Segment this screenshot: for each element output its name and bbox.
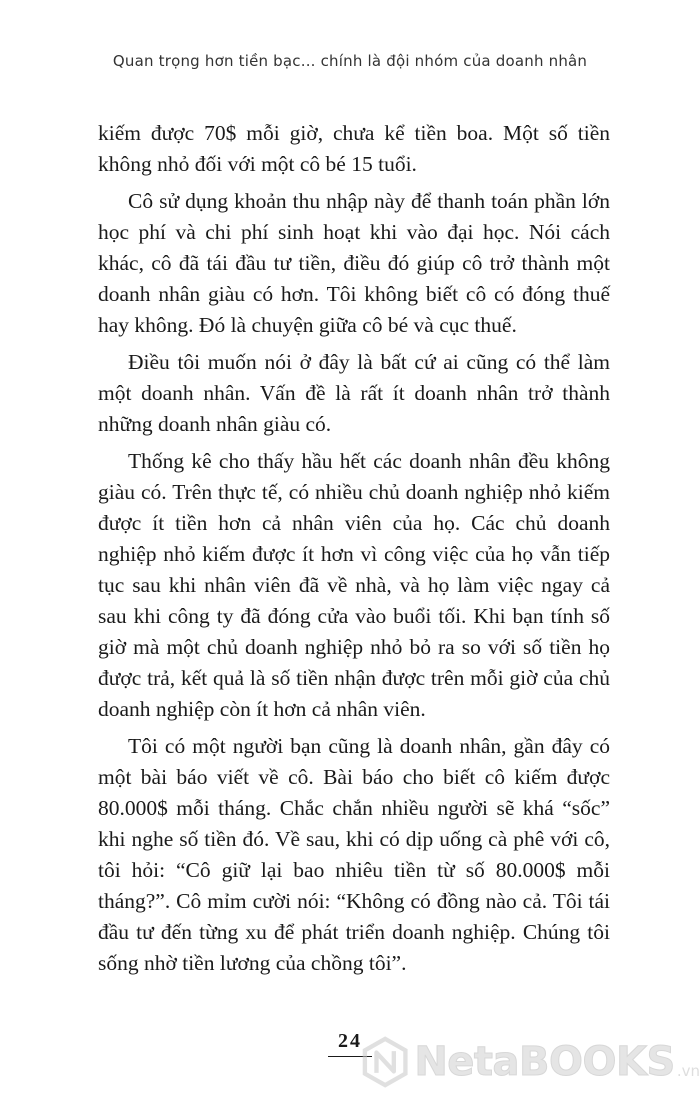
paragraph-5: Tôi có một người bạn cũng là doanh nhân, gần đây có một bài báo viết về cô. Bài báo cho biết cô kiếm được 80.000$ mỗi tháng. Chắc chắn nhiều người sẽ khá “sốc” khi nghe số tiền đó. Về sau, khi có dịp uống cà phê với cô, tôi hỏi: “Cô giữ lại bao nhiêu tiền từ số 80.000$ mỗi tháng?”. Cô mỉm cười nói: “Không có đồng nào cả. Tôi tái đầu tư đến từng xu để phát triển doanh nghiệp. Chúng tôi sống nhờ tiền lương của chồng tôi”. xyxy=(98,734,610,975)
paragraph-2: Cô sử dụng khoản thu nhập này để thanh toán phần lớn học phí và chi phí sinh hoạt khi vào đại học. Nói cách khác, cô đã tái đầu tư tiền, điều đó giúp cô trở thành một doanh nhân giàu có hơn. Tôi không biết cô có đóng thuế hay không. Đó là chuyện giữa cô bé và cục thuế. xyxy=(98,189,610,337)
page-number: 24 xyxy=(318,1030,382,1053)
running-header: Quan trọng hơn tiền bạc... chính là đội nhóm của doanh nhân xyxy=(112,52,588,70)
watermark-tld: .vn xyxy=(676,1062,700,1080)
paragraph-4: Thống kê cho thấy hầu hết các doanh nhân đều không giàu có. Trên thực tế, có nhiều chủ doanh nghiệp nhỏ kiếm được ít tiền hơn cả nhân viên của họ. Các chủ doanh nghiệp nhỏ kiếm được ít hơn vì công việc của họ vẫn tiếp tục sau khi nhân viên đã về nhà, và họ làm việc ngay cả sau khi công ty đã đóng cửa vào buổi tối. Khi bạn tính số giờ mà một chủ doanh nghiệp nhỏ bỏ ra so với số tiền họ được trả, kết quả là số tiền nhận được trên mỗi giờ của chủ doanh nghiệp còn ít hơn cả nhân viên. xyxy=(98,449,610,721)
paragraph-1: kiếm được 70$ mỗi giờ, chưa kể tiền boa. Một số tiền không nhỏ đối với một cô bé 15 tuổi. xyxy=(98,121,610,176)
watermark xyxy=(362,1022,700,1102)
page-body xyxy=(98,118,610,985)
watermark-text: NetaBOOKS xyxy=(414,1039,675,1085)
netabooks-logo-icon xyxy=(362,1027,408,1097)
paragraph-3: Điều tôi muốn nói ở đây là bất cứ ai cũng có thể làm một doanh nhân. Vấn đề là rất ít doanh nhân trở thành những doanh nhân giàu có. xyxy=(98,350,610,436)
